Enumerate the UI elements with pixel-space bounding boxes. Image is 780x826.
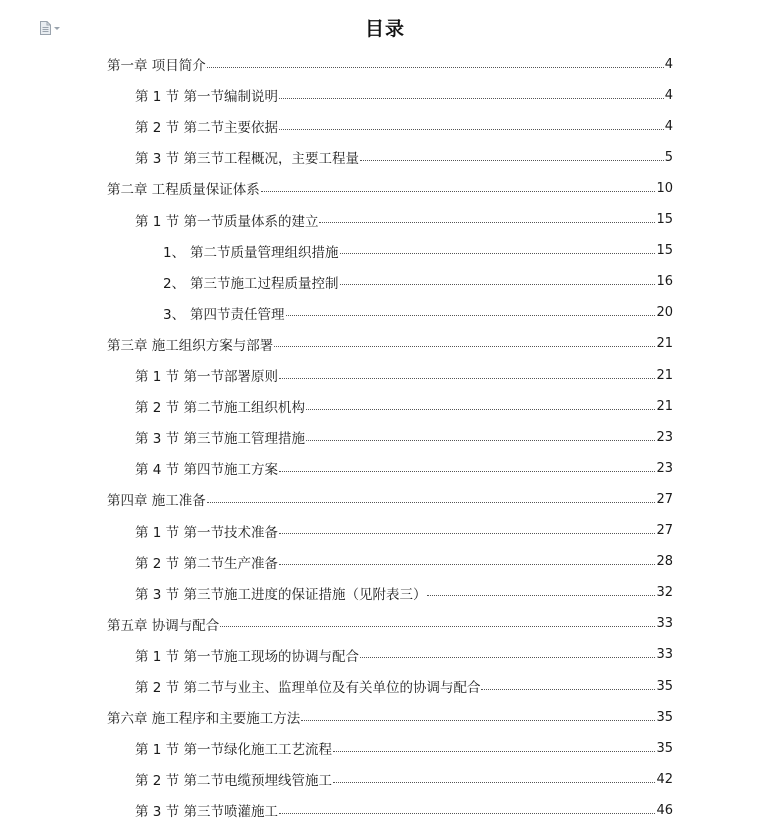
toc-entry-label: 第 1 节 第一节施工现场的协调与配合 [135,648,359,665]
toc-entry-label: 第 2 节 第二节主要依据 [135,120,278,137]
toc-entry-label [163,272,339,292]
toc-dot-leader [207,67,664,68]
toc-entry-label [163,241,339,261]
toc-dot-leader [279,98,664,99]
toc-entry-label: 第四章 施工准备 [107,493,206,510]
toc-page-number: 21 [656,367,673,383]
toc-dot-leader [360,657,655,658]
toc-entry[interactable] [135,453,673,483]
toc-page-number: 46 [656,802,673,818]
page-title: 目录 [364,18,405,40]
toc-entry-label: 第六章 施工程序和主要施工方法 [107,711,301,728]
toc-entry[interactable] [107,609,673,639]
toc-dot-leader [340,253,656,254]
toc-entry-label: 第 3 节 第三节工程概况，主要工程量 [135,151,359,168]
toc-dot-leader [274,346,655,347]
toc-entry[interactable] [107,49,673,79]
toc-entry-label: 第二章 工程质量保证体系 [107,182,260,199]
toc-entry[interactable] [135,111,673,141]
toc-page-number: 16 [656,274,673,290]
toc-dot-leader [279,129,664,130]
toc-page-number: 28 [656,554,673,570]
toc-entry-label: 第 3 节 第三节施工管理措施 [135,431,305,448]
toc-dot-leader [319,222,655,223]
toc-dot-leader [279,378,655,379]
toc-entry[interactable] [107,484,673,514]
toc-entry[interactable] [135,640,673,670]
toc-entry-number: 2、 [163,275,186,292]
toc-entry-label [163,303,285,323]
toc-entry[interactable] [135,205,673,235]
toc-entry-label: 第 1 节 第一节部署原则 [135,369,278,385]
toc-page-number: 33 [656,647,673,663]
toc-page-number: 23 [656,460,673,476]
toc-entry-label: 第 3 节 第三节施工进度的保证措施（见附表三） [135,586,427,603]
toc-entry-label: 第一章 项目简介 [107,58,206,74]
toc-entry[interactable] [135,764,673,794]
toc-page-number: 4 [664,56,673,72]
toc-entry-label: 第 1 节 第一节技术准备 [135,524,278,541]
toc-dot-leader [340,284,656,285]
toc-dot-leader [261,191,656,192]
toc-page-number: 21 [656,398,673,414]
toc-page-number: 21 [656,336,673,352]
toc-page-number: 32 [656,585,673,601]
toc-entry[interactable] [135,547,673,577]
toc-dot-leader [220,626,655,627]
toc-page-number: 4 [664,87,673,103]
toc-entry[interactable] [135,391,673,421]
toc-entry-label: 第三章 施工组织方案与部署 [107,337,274,354]
toc-page-number: 23 [656,429,673,445]
toc-entry-label: 第五章 协调与配合 [107,617,220,634]
toc-dot-leader [207,502,656,503]
toc-page-number: 27 [656,491,673,507]
toc-entry-text: 第四节责任管理 [190,306,285,323]
toc-entry-label: 第 1 节 第一节绿化施工工艺流程 [135,742,332,759]
toc-page-number: 42 [656,771,673,787]
toc-entry-label: 第 2 节 第二节电缆预埋线管施工 [135,773,332,790]
toc-entry-label: 第 1 节 第一节质量体系的建立 [135,213,319,230]
toc-page-number: 5 [664,149,673,165]
toc-dot-leader [279,564,655,565]
toc-dot-leader [481,689,655,690]
toc-dot-leader [279,813,655,814]
toc-dot-leader [333,782,655,783]
toc-page-number: 35 [656,678,673,694]
toc-entry[interactable] [135,733,673,763]
toc-page-number: 15 [656,212,673,227]
toc-entry[interactable] [135,516,673,546]
toc-dot-leader [333,751,655,752]
toc-entry[interactable] [135,360,673,390]
toc-entry-label: 第 3 节 第三节喷灌施工 [135,804,278,821]
toc-dot-leader [306,409,655,410]
toc-page-number: 20 [656,305,673,321]
toc-entry-label: 第 2 节 第二节生产准备 [135,555,278,572]
toc-entry[interactable] [107,329,673,359]
toc-dot-leader [427,595,655,596]
toc-dot-leader [286,315,656,316]
toc-entry[interactable] [107,702,673,732]
toc-page-number: 10 [656,180,673,196]
toc-entry[interactable] [163,267,673,297]
toc-entry-number: 3、 [163,306,186,323]
toc-entry[interactable] [135,578,673,608]
toc-page-number: 27 [656,523,673,538]
toc-entry-label: 第 2 节 第二节与业主、监理单位及有关单位的协调与配合 [135,680,481,696]
toc-page-number: 35 [656,740,673,756]
toc-entry[interactable] [135,80,673,110]
toc-entry-number: 1、 [163,244,186,261]
toc-entry-label: 第 4 节 第四节施工方案 [135,462,278,479]
toc-entry-label: 第 1 节 第一节编制说明 [135,89,278,106]
toc-entry-text: 第三节施工过程质量控制 [190,275,339,292]
toc-entry[interactable] [135,422,673,452]
toc-page-number: 4 [664,118,673,134]
toc-dot-leader [279,471,655,472]
toc-entry[interactable] [163,298,673,328]
toc-page-number: 35 [656,709,673,725]
toc-page-number: 33 [656,616,673,632]
toc-page-number: 15 [656,243,673,259]
toc-entry[interactable] [163,236,673,266]
toc-dot-leader [306,440,655,441]
toc-entry[interactable] [135,671,673,701]
toc-entry-text: 第二节质量管理组织措施 [190,244,339,261]
toc-entry[interactable] [135,795,673,825]
toc-dot-leader [279,533,655,534]
toc-entry[interactable] [135,142,673,172]
toc-dot-leader [360,160,664,161]
toc-entry[interactable] [107,173,673,203]
toc-entry-label: 第 2 节 第二节施工组织机构 [135,400,305,417]
toc-dot-leader [301,720,655,721]
